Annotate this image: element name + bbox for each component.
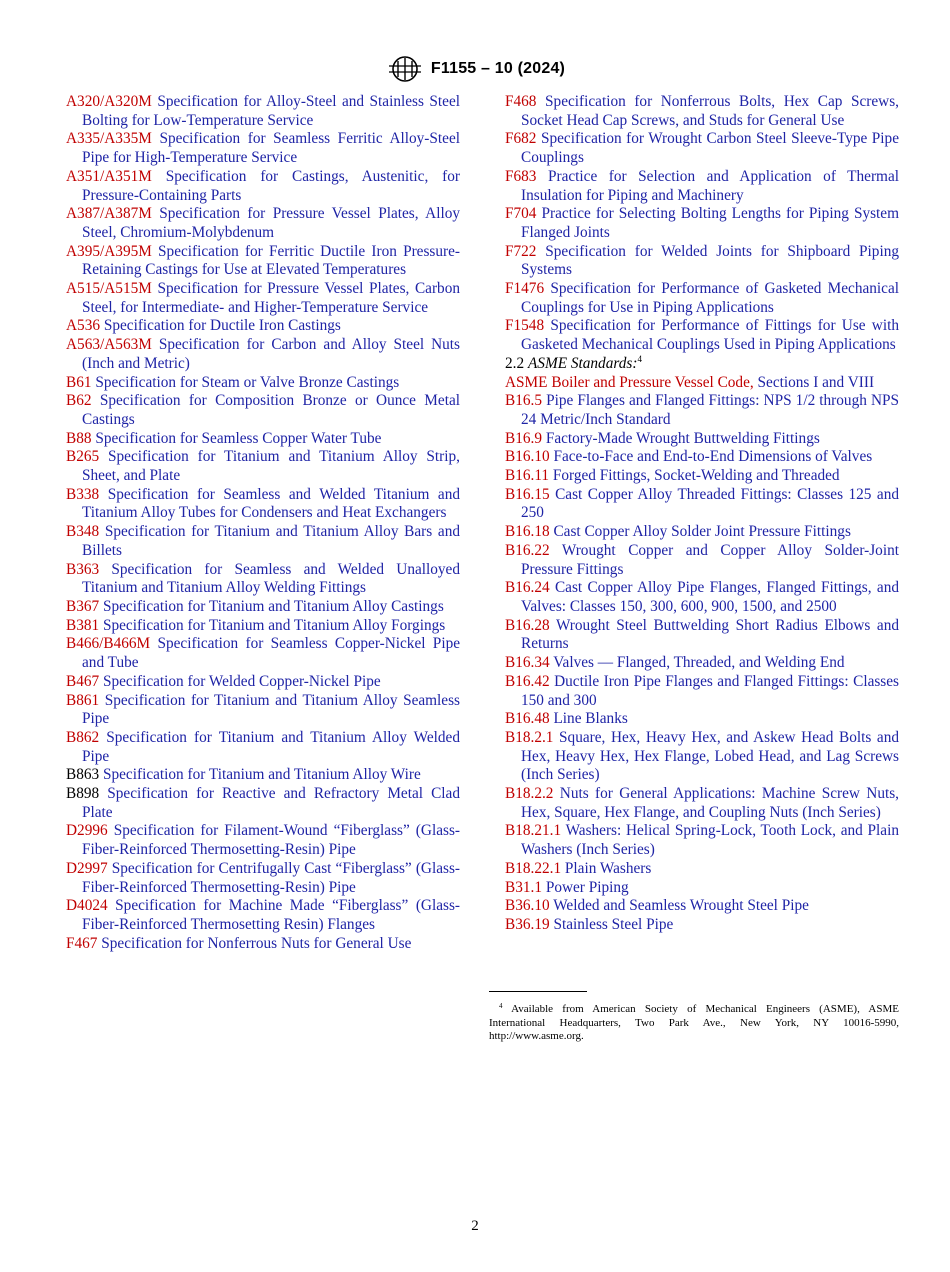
reference-item bbox=[505, 243, 899, 280]
reference-code-link[interactable]: D4024 bbox=[66, 897, 108, 915]
reference-code-link[interactable]: B898 bbox=[66, 785, 100, 803]
page-number: 2 bbox=[471, 1218, 479, 1234]
asme-reference-list bbox=[505, 374, 899, 935]
footnote-text: Available from American Society of Mechanical Engineers (ASME), ASME International Headquarters, Two Park Ave., New York, NY 10016-5990, http://www.asme.org. bbox=[489, 1003, 899, 1043]
reference-item bbox=[66, 897, 460, 934]
reference-item bbox=[505, 374, 899, 393]
reference-code-link[interactable]: A563/A563M bbox=[66, 336, 152, 354]
reference-title: Specification for Nonferrous Bolts, Hex Cap Screws, Socket Head Cap Screws, and Studs for General Use bbox=[521, 93, 899, 129]
reference-item bbox=[66, 317, 460, 336]
astm-logo-icon bbox=[385, 56, 425, 82]
reference-item bbox=[505, 654, 899, 673]
footnote-reference[interactable]: 4 bbox=[637, 353, 642, 364]
reference-code-link[interactable]: B16.11 bbox=[505, 467, 550, 485]
reference-title: Specification for Carbon and Alloy Steel Nuts (Inch and Metric) bbox=[82, 336, 461, 372]
reference-item bbox=[66, 785, 460, 822]
reference-item bbox=[66, 448, 460, 485]
reference-title: Practice for Selection and Application of Thermal Insulation for Piping and Machinery bbox=[521, 167, 899, 204]
reference-item bbox=[505, 168, 899, 205]
reference-code-link[interactable]: B363 bbox=[66, 560, 100, 578]
reference-item bbox=[66, 692, 460, 729]
document-id: F1155 – 10 (2024) bbox=[430, 60, 566, 77]
reference-item bbox=[505, 617, 899, 654]
reference-item bbox=[505, 579, 899, 616]
reference-code-link[interactable]: F1476 bbox=[505, 280, 545, 298]
reference-item bbox=[66, 729, 460, 766]
reference-item bbox=[505, 879, 899, 898]
reference-title: Pipe Flanges and Flanged Fittings: NPS 1/2 through NPS 24 Metric/Inch Standard bbox=[521, 392, 899, 428]
reference-title: Specification for Centrifugally Cast “Fiberglass” (Glass-Fiber-Reinforced Thermosetting-Resin) Pipe bbox=[82, 859, 461, 896]
reference-item bbox=[505, 897, 899, 916]
reference-code-link[interactable]: B16.42 bbox=[505, 672, 550, 690]
reference-code-link[interactable]: B36.10 bbox=[505, 897, 550, 915]
reference-title: Plain Washers bbox=[564, 859, 652, 877]
reference-code-link[interactable]: B16.24 bbox=[505, 579, 550, 597]
reference-item bbox=[505, 205, 899, 242]
reference-item bbox=[66, 860, 460, 897]
reference-title: Specification for Machine Made “Fiberglass” (Glass-Fiber-Reinforced Thermosetting Resin) Flanges bbox=[82, 897, 460, 933]
reference-title: Specification for Nonferrous Nuts for General Use bbox=[101, 934, 412, 952]
footnote bbox=[489, 1003, 899, 1044]
footnote-divider bbox=[489, 991, 587, 992]
reference-item bbox=[505, 710, 899, 729]
reference-title: Specification for Wrought Carbon Steel Sleeve-Type Pipe Couplings bbox=[521, 130, 899, 167]
right-column bbox=[505, 93, 899, 935]
reference-code-link[interactable]: B16.48 bbox=[505, 710, 550, 728]
reference-item bbox=[505, 130, 899, 167]
reference-item bbox=[66, 935, 460, 954]
reference-code-link[interactable]: B18.21.1 bbox=[505, 822, 562, 840]
reference-item bbox=[66, 130, 460, 167]
reference-code-link[interactable]: B18.22.1 bbox=[505, 859, 562, 877]
reference-item bbox=[505, 448, 899, 467]
reference-item bbox=[66, 561, 460, 598]
reference-title: Forged Fittings, Socket-Welding and Threaded bbox=[552, 467, 840, 485]
reference-code-link[interactable]: F682 bbox=[505, 130, 537, 148]
reference-code-link[interactable]: A320/A320M bbox=[66, 93, 152, 110]
reference-item bbox=[66, 635, 460, 672]
footnote-number: 4 bbox=[499, 1002, 503, 1010]
reference-item bbox=[505, 785, 899, 822]
reference-title: Cast Copper Alloy Solder Joint Pressure Fittings bbox=[553, 523, 851, 541]
reference-code-link[interactable]: B16.10 bbox=[505, 448, 550, 466]
reference-title: Sections I and VIII bbox=[757, 373, 875, 391]
reference-code-link[interactable]: F1548 bbox=[505, 317, 545, 335]
reference-title: Wrought Copper and Copper Alloy Solder-Joint Pressure Fittings bbox=[521, 541, 899, 578]
reference-title: Specification for Seamless Copper Water Tube bbox=[95, 429, 382, 447]
reference-title: Wrought Steel Buttwelding Short Radius Elbows and Returns bbox=[521, 616, 899, 653]
reference-code-link[interactable]: B338 bbox=[66, 485, 100, 503]
reference-title: Specification for Performance of Fittings for Use with Gasketed Mechanical Couplings Used in Piping Applications bbox=[521, 317, 899, 354]
reference-title: Practice for Selecting Bolting Lengths for Piping System Flanged Joints bbox=[521, 205, 899, 241]
reference-code-link[interactable]: B862 bbox=[66, 728, 100, 746]
reference-item bbox=[66, 93, 460, 130]
reference-code-link[interactable]: D2996 bbox=[66, 822, 108, 840]
reference-title: Stainless Steel Pipe bbox=[553, 915, 674, 933]
reference-item bbox=[66, 822, 460, 859]
reference-title: Specification for Seamless Ferritic Alloy-Steel Pipe for High-Temperature Service bbox=[82, 130, 460, 167]
reference-item bbox=[505, 729, 899, 785]
reference-code-link[interactable]: B18.2.2 bbox=[505, 785, 554, 803]
reference-code-link[interactable]: B31.1 bbox=[505, 878, 542, 896]
reference-title: Square, Hex, Heavy Hex, and Askew Head Bolts and Hex, Heavy Hex, Hex Flange, Lobed Head, and Lag Screws (Inch Series) bbox=[521, 728, 899, 784]
reference-item bbox=[505, 280, 899, 317]
reference-code-link[interactable]: B381 bbox=[66, 616, 100, 634]
reference-code-link[interactable]: B16.15 bbox=[505, 485, 550, 503]
reference-code-link[interactable]: A351/A351M bbox=[66, 167, 152, 185]
reference-item bbox=[505, 430, 899, 449]
reference-code-link[interactable]: B367 bbox=[66, 597, 100, 615]
reference-title: Specification for Pressure Vessel Plates, Alloy Steel, Chromium-Molybdenum bbox=[82, 205, 460, 241]
reference-item bbox=[505, 392, 899, 429]
reference-item bbox=[66, 598, 460, 617]
section-heading bbox=[505, 355, 899, 374]
reference-item bbox=[505, 673, 899, 710]
reference-code-link[interactable]: A536 bbox=[66, 317, 100, 335]
reference-item bbox=[66, 430, 460, 449]
reference-code-link[interactable]: A335/A335M bbox=[66, 130, 152, 148]
reference-code-link[interactable]: D2997 bbox=[66, 859, 108, 877]
reference-item bbox=[505, 916, 899, 935]
reference-title: Specification for Titanium and Titanium Alloy Bars and Billets bbox=[82, 523, 460, 559]
reference-item bbox=[505, 317, 899, 354]
reference-title: Specification for Ferritic Ductile Iron Pressure-Retaining Castings for Use at Elevated Temperatures bbox=[82, 242, 461, 279]
reference-item bbox=[505, 542, 899, 579]
reference-code-link[interactable]: B265 bbox=[66, 448, 100, 466]
reference-item bbox=[66, 374, 460, 393]
reference-item bbox=[66, 766, 460, 785]
reference-title: Ductile Iron Pipe Flanges and Flanged Fittings: Classes 150 and 300 bbox=[521, 672, 900, 709]
reference-item bbox=[505, 93, 899, 130]
reference-title: Factory-Made Wrought Buttwelding Fittings bbox=[545, 429, 820, 447]
reference-item bbox=[505, 822, 899, 859]
reference-title: Specification for Filament-Wound “Fiberglass” (Glass-Fiber-Reinforced Thermosetting-Resin) Pipe bbox=[82, 822, 460, 859]
reference-code-link[interactable]: A395/A395M bbox=[66, 242, 152, 260]
reference-code-link[interactable]: F683 bbox=[505, 167, 537, 185]
reference-code-link[interactable]: B61 bbox=[66, 373, 92, 391]
reference-code-link[interactable]: B18.2.1 bbox=[505, 728, 554, 746]
reference-code-link[interactable]: F468 bbox=[505, 93, 537, 110]
reference-item bbox=[66, 486, 460, 523]
reference-item bbox=[505, 860, 899, 879]
section-number: 2.2 bbox=[505, 354, 525, 372]
reference-title: Specification for Reactive and Refractory Metal Clad Plate bbox=[82, 785, 460, 821]
reference-code-link[interactable]: B16.5 bbox=[505, 392, 542, 410]
reference-title: Specification for Composition Bronze or Ounce Metal Castings bbox=[82, 392, 460, 428]
reference-code-link[interactable]: B466/B466M bbox=[66, 635, 151, 653]
reference-title: Specification for Seamless Copper-Nickel Pipe and Tube bbox=[82, 635, 461, 672]
reference-title: Specification for Ductile Iron Castings bbox=[103, 317, 341, 335]
reference-item bbox=[66, 205, 460, 242]
reference-code-link[interactable]: ASME Boiler and Pressure Vessel Code, bbox=[505, 373, 754, 391]
reference-title: Washers: Helical Spring-Lock, Tooth Lock, and Plain Washers (Inch Series) bbox=[521, 822, 899, 859]
reference-title: Specification for Titanium and Titanium Alloy Strip, Sheet, and Plate bbox=[82, 448, 460, 485]
reference-title: Specification for Welded Copper-Nickel Pipe bbox=[102, 672, 381, 690]
reference-title: Specification for Seamless and Welded Titanium and Titanium Alloy Tubes for Condensers and Heat Exchangers bbox=[82, 485, 461, 522]
reference-code-link[interactable]: B16.28 bbox=[505, 616, 550, 634]
reference-item bbox=[505, 523, 899, 542]
reference-code-link[interactable]: A515/A515M bbox=[66, 280, 152, 298]
reference-code-link[interactable]: F722 bbox=[505, 242, 537, 260]
reference-item bbox=[66, 280, 460, 317]
reference-code-link[interactable]: B348 bbox=[66, 523, 100, 541]
reference-title: Line Blanks bbox=[553, 710, 628, 728]
reference-title: Cast Copper Alloy Threaded Fittings: Classes 125 and 250 bbox=[521, 485, 899, 522]
reference-title: Specification for Welded Joints for Shipboard Piping Systems bbox=[521, 242, 899, 279]
reference-code-link[interactable]: B16.34 bbox=[505, 654, 550, 672]
reference-item bbox=[66, 523, 460, 560]
reference-item bbox=[505, 486, 899, 523]
section-title: ASME Standards: bbox=[527, 354, 638, 372]
reference-code-link[interactable]: A387/A387M bbox=[66, 205, 152, 223]
reference-code-link[interactable]: B467 bbox=[66, 672, 100, 690]
reference-item bbox=[66, 392, 460, 429]
reference-code-link[interactable]: B62 bbox=[66, 392, 92, 410]
reference-title: Specification for Titanium and Titanium Alloy Welded Pipe bbox=[82, 728, 460, 765]
reference-item bbox=[66, 617, 460, 636]
reference-code-link[interactable]: F704 bbox=[505, 205, 537, 223]
reference-title: Specification for Titanium and Titanium Alloy Seamless Pipe bbox=[82, 691, 461, 728]
reference-title: Face-to-Face and End-to-End Dimensions of Valves bbox=[553, 448, 873, 466]
reference-item bbox=[505, 467, 899, 486]
reference-title: Specification for Steam or Valve Bronze Castings bbox=[95, 373, 400, 391]
reference-item bbox=[66, 336, 460, 373]
reference-code-link[interactable]: B16.18 bbox=[505, 523, 550, 541]
reference-title: Specification for Pressure Vessel Plates, Carbon Steel, for Intermediate- and Higher-Temperature Service bbox=[82, 280, 461, 316]
reference-title: Specification for Titanium and Titanium Alloy Castings bbox=[102, 597, 444, 615]
reference-code-link[interactable]: B863 bbox=[66, 766, 100, 784]
reference-title: Power Piping bbox=[545, 878, 629, 896]
page-header bbox=[0, 56, 950, 82]
astm-reference-list-continued bbox=[505, 93, 899, 355]
reference-title: Specification for Castings, Austenitic, for Pressure-Containing Parts bbox=[82, 167, 460, 204]
reference-item bbox=[66, 168, 460, 205]
reference-title: Welded and Seamless Wrought Steel Pipe bbox=[553, 897, 809, 915]
reference-code-link[interactable]: B36.19 bbox=[505, 915, 550, 933]
reference-title: Cast Copper Alloy Pipe Flanges, Flanged Fittings, and Valves: Classes 150, 300, 600, 900, 1500, and 2500 bbox=[521, 579, 899, 615]
reference-title: Nuts for General Applications: Machine Screw Nuts, Hex, Square, Hex Flange, and Coupling Nuts (Inch Series) bbox=[521, 785, 899, 821]
reference-item bbox=[66, 243, 460, 280]
reference-code-link[interactable]: B861 bbox=[66, 691, 100, 709]
reference-title: Specification for Titanium and Titanium Alloy Forgings bbox=[102, 616, 446, 634]
reference-title: Specification for Alloy-Steel and Stainless Steel Bolting for Low-Temperature Service bbox=[82, 93, 461, 129]
reference-code-link[interactable]: B16.22 bbox=[505, 541, 550, 559]
reference-code-link[interactable]: B88 bbox=[66, 429, 92, 447]
reference-title: Specification for Titanium and Titanium Alloy Wire bbox=[102, 766, 421, 784]
reference-item bbox=[66, 673, 460, 692]
reference-title: Specification for Seamless and Welded Unalloyed Titanium and Titanium Alloy Welding Fittings bbox=[82, 560, 460, 597]
reference-title: Specification for Performance of Gasketed Mechanical Couplings for Use in Piping Applications bbox=[521, 280, 899, 316]
reference-code-link[interactable]: F467 bbox=[66, 934, 98, 952]
reference-title: Valves — Flanged, Threaded, and Welding End bbox=[553, 654, 845, 672]
left-column bbox=[66, 93, 460, 953]
reference-code-link[interactable]: B16.9 bbox=[505, 429, 542, 447]
